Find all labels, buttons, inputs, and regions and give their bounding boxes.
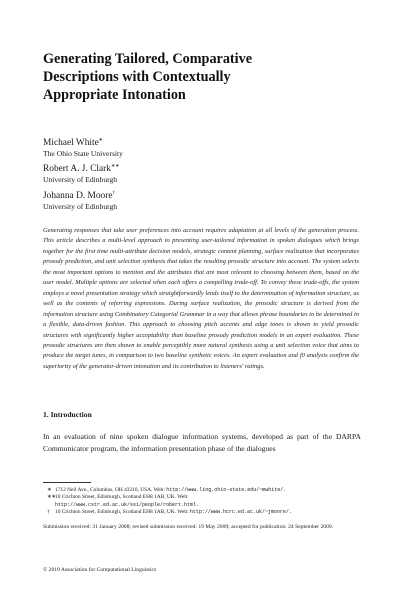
author-affiliation: University of Edinburgh xyxy=(43,175,118,185)
author-affiliation: University of Edinburgh xyxy=(43,202,118,212)
author-affiliation: The Ohio State University xyxy=(43,149,123,159)
footnote-rule xyxy=(43,482,91,483)
author-name: Michael White xyxy=(43,138,99,149)
submission-history: Submission received: 31 January 2008; revised submission received: 19 May 2009; accepted for publication: 24 September 2009. xyxy=(43,524,334,530)
footnote: ∗ 1712 Neil Ave., Columbus, OH 43210, USA. Web: http://www.ling.ohio-state.edu/~mwhite/. xyxy=(47,487,287,493)
footnote-mark: † xyxy=(112,191,116,196)
section-heading: 1. Introduction xyxy=(43,410,92,419)
footnotes xyxy=(47,487,363,516)
footnote-link[interactable]: http://www.ling.ohio-state.edu/~mwhite/. xyxy=(166,487,287,493)
author-name: Robert A. J. Clark xyxy=(43,164,111,175)
paper-title: Generating Tailored, Comparative Descriptions with Contextually Appropriate Intonation xyxy=(43,51,252,103)
footnote-mark: ∗∗ xyxy=(110,164,120,169)
footnote-mark: ∗ xyxy=(98,138,103,143)
author-block xyxy=(43,135,123,159)
footnote: † 10 Crichton Street, Edinburgh, Scotland EH8 1AB, UK. Web: http://www.hcrc.ed.ac.uk/~jmoore/. xyxy=(47,508,292,515)
copyright-notice: © 2010 Association for Computational Linguistics xyxy=(43,567,157,573)
author-block xyxy=(43,161,119,185)
footnote-link[interactable]: http://www.hcrc.ed.ac.uk/~jmoore/. xyxy=(189,508,292,515)
author-block xyxy=(43,188,117,212)
intro-paragraph: In an evaluation of nine spoken dialogue information systems, developed as part of the DARPA Communicator program, the information presentation phase of the dialogues xyxy=(43,432,361,453)
abstract: Generating responses that take user preferences into account requires adaptation at all levels of the generation process. This article describes a multi-level approach to presenting user-tailored information in spoken dialogues which brings together for the first time multi-attribute decision models, strategic content planning, surface realization that incorporates prosody prediction, and unit selection synthesis that takes the resulting prosodic structure into account. The system selects the most important options to mention and the attributes that are most relevant to choosing between them, based on the user model. Multiple options are selected when each offers a compelling trade-off. To convey these trade-offs, the system employs a novel presentation strategy which straightforwardly lends itself to the determination of information structure, as well as the contents of referring expressions. During surface realization, the prosodic structure is derived from the information structure using Combinatory Categorial Grammar in a way that allows phrase boundaries to be determined in a flexible, data-driven fashion. This approach to choosing pitch accents and edge tones is shown to yield prosodic structures with significantly higher acceptability than baseline prosody prediction models in an expert evaluation. These prosodic structures are then shown to enable perceptibly more natural synthesis using a unit selection voice that aims to produce the target tunes, in comparison to two baseline synthetic voices. An expert evaluation and f0 analysis confirm the superiority of the generator-driven intonation and its contribution to listeners' ratings. xyxy=(43,227,359,370)
footnote-link[interactable]: http://www.cstr.ed.ac.uk/ssi/people/robert.html. xyxy=(55,501,200,508)
author-name: Johanna D. Moore xyxy=(43,191,113,202)
footnote: ∗∗10 Crichton Street, Edinburgh, Scotland EH8 1AB, UK. Web: xyxy=(47,494,189,501)
